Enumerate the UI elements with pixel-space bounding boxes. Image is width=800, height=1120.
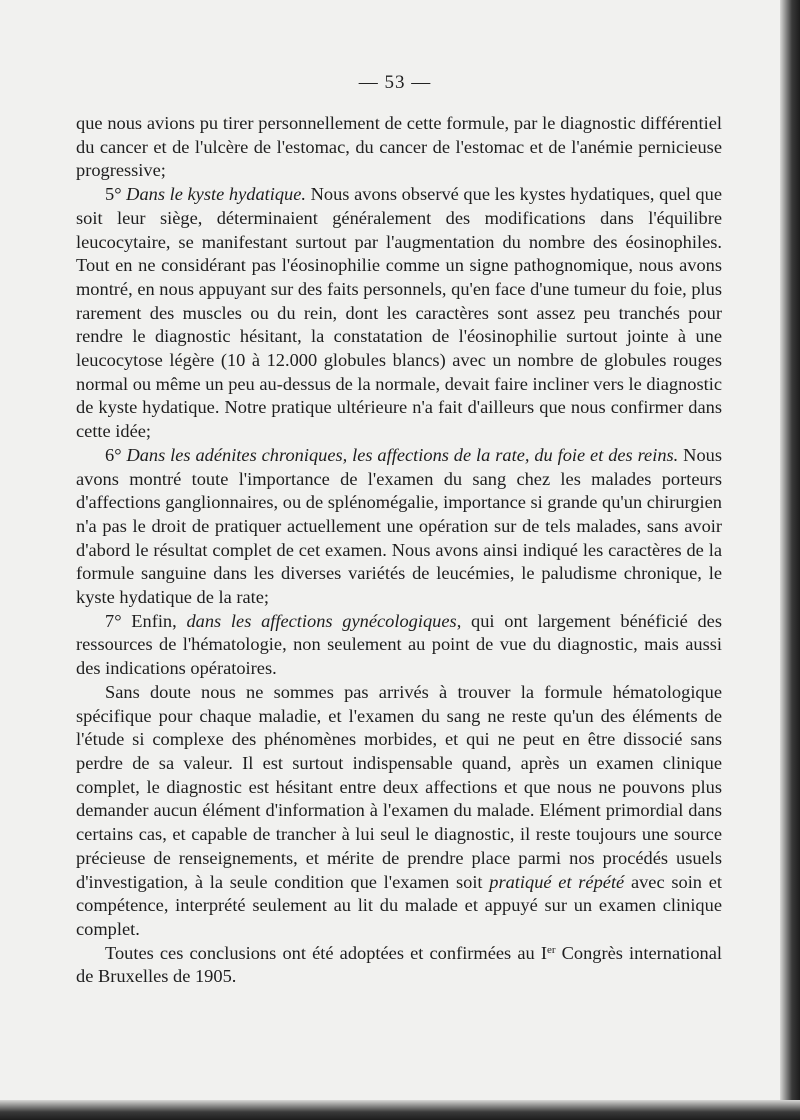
paragraph-item-6: 6° Dans les adénites chroniques, les affections de la rate, du foie et des reins. Nous avons montré toute l'importance de l'examen du sang chez les malades porteurs d'affections ganglionnaires, ou de splénomégalie, importance si grande qu'un chirurgien n'a pas le droit de pratiquer actuellement une opération sur de tels malades, sans avoir d'abord le résultat complet de cet examen. Nous avons ainsi indiqué les caractères de la formule sanguine dans les diverses variétés de leucémies, le paludisme chronique, le kyste hydatique de la rate; bbox=[76, 444, 722, 608]
paragraph-item-5: 5° Dans le kyste hydatique. Nous avons observé que les kystes hydatiques, quel que soit leur siège, déterminaient généralement des modifications dans l'équilibre leucocytaire, se manifestant surtout par l'augmentation du nombre des éosinophiles. Tout en ne considérant pas l'éosinophilie comme un signe pathognomique, nous avons montré, en nous appuyant sur des faits personnels, qu'en face d'une tumeur du foie, plus rarement des muscles ou du rein, dont les caractères sont assez peu tranchés pour rendre le diagnostic hésitant, la constatation de l'éosinophilie surtout jointe à une leucocytose légère (10 à 12.000 globules blancs) avec un nombre de globules rouges normal ou même un peu au-dessus de la normale, devait faire incliner vers le diagnostic de kyste hydatique. Notre pratique ultérieure n'a fait d'ailleurs que nous confirmer dans cette idée; bbox=[76, 184, 723, 442]
paragraph-final: Toutes ces conclusions ont été adoptées et confirmées au Ier Congrès international de Bruxelles de 1905. bbox=[76, 942, 722, 987]
scan-right-edge bbox=[780, 0, 800, 1120]
item-heading: Dans les adénites chroniques, les affections de la rate, du foie et des reins. bbox=[126, 444, 679, 465]
emphasis: pratiqué et répété bbox=[489, 871, 625, 892]
item-heading: dans les affections gynécologiques bbox=[186, 610, 457, 631]
body-text bbox=[76, 112, 722, 989]
paragraph-continuation: que nous avions pu tirer personnellement de cette formule, par le diagnostic différentiel du cancer et de l'ulcère de l'estomac, du cancer de l'estomac et de l'anémie pernicieuse progressive; bbox=[76, 113, 722, 181]
scan-bottom-edge bbox=[0, 1100, 800, 1120]
superscript: er bbox=[546, 943, 556, 956]
page-number: — 53 — bbox=[358, 72, 432, 93]
item-heading: Dans le kyste hydatique. bbox=[126, 184, 307, 205]
paragraph-conclusion: Sans doute nous ne sommes pas arrivés à trouver la formule hématologique spécifique pour chaque maladie, et l'examen du sang ne reste qu'un des éléments de l'étude si complexe des phénomènes morbides, et qui ne peut en être dissocié sans perdre de sa valeur. Il est surtout indispensable quand, après un examen clinique complet, le diagnostic est hésitant entre deux affections et que nous ne pouvons plus demander aucun élément d'information à l'examen du malade. Elément primordial dans certains cas, et capable de trancher à lui seul le diagnostic, il reste toujours une source précieuse de renseignements, et mérite de prendre place parmi nos procédés usuels d'investigation, à la seule condition que l'examen soit pratiqué et répété avec soin et compétence, interprété seulement au lit du malade et appuyé sur un examen clinique complet. bbox=[76, 681, 722, 939]
paragraph-item-7: 7° Enfin, dans les affections gynécologiques, qui ont largement bénéficié des ressources de l'hématologie, non seulement au point de vue du diagnostic, mais aussi des indications opératoires. bbox=[76, 610, 723, 679]
